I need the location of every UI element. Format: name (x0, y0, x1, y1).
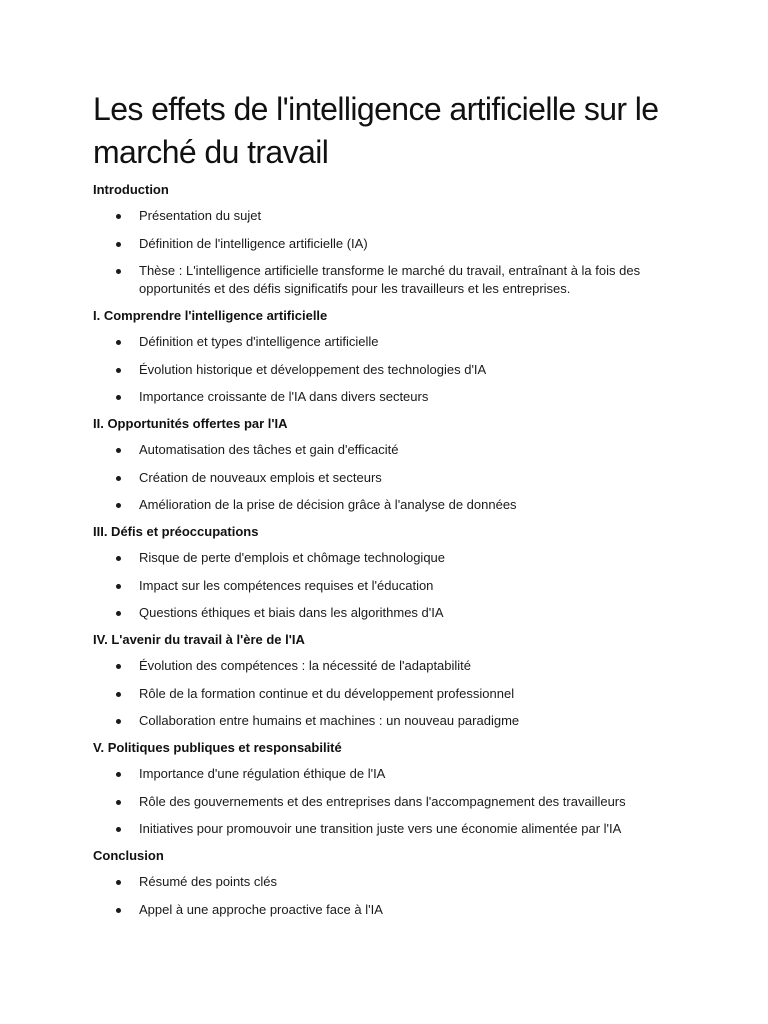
bullet-dot-icon (116, 908, 121, 913)
bullet-list (93, 873, 693, 919)
list-item (93, 577, 693, 595)
list-item (93, 262, 693, 298)
list-item (93, 604, 693, 622)
section-heading: IV. L'avenir du travail à l'ère de l'IA (93, 632, 305, 647)
list-item-text: Importance croissante de l'IA dans divers secteurs (139, 389, 429, 404)
list-item (93, 333, 693, 351)
list-item-text: Initiatives pour promouvoir une transition juste vers une économie alimentée par l'IA (139, 821, 622, 836)
bullet-list (93, 657, 693, 730)
outline (93, 181, 693, 919)
bullet-dot-icon (116, 664, 121, 669)
list-item (93, 685, 693, 703)
list-item-text: Évolution des compétences : la nécessité de l'adaptabilité (139, 658, 472, 673)
bullet-list (93, 207, 693, 298)
list-item (93, 549, 693, 567)
list-item-text: Résumé des points clés (139, 874, 278, 889)
page-title: Les effets de l'intelligence artificielle sur le marché du travail (93, 91, 659, 170)
bullet-dot-icon (116, 395, 121, 400)
bullet-dot-icon (116, 584, 121, 589)
list-item-text: Automatisation des tâches et gain d'efficacité (139, 442, 399, 457)
bullet-dot-icon (116, 800, 121, 805)
list-item (93, 712, 693, 730)
list-item-text: Définition de l'intelligence artificielle (IA) (139, 235, 368, 251)
list-item-text: Présentation du sujet (139, 208, 262, 223)
list-item-text: Amélioration de la prise de décision grâce à l'analyse de données (139, 497, 517, 512)
bullet-dot-icon (116, 880, 121, 885)
list-item (93, 388, 693, 406)
section-heading: II. Opportunités offertes par l'IA (93, 416, 288, 431)
list-item (93, 873, 693, 891)
bullet-dot-icon (116, 476, 121, 481)
bullet-dot-icon (116, 269, 121, 274)
bullet-list (93, 441, 693, 514)
bullet-list (93, 549, 693, 622)
list-item-text: Appel à une approche proactive face à l'IA (139, 901, 383, 917)
list-item-text: Rôle de la formation continue et du développement professionnel (139, 685, 515, 701)
list-item (93, 207, 693, 225)
list-item-text: Importance d'une régulation éthique de l'IA (139, 766, 386, 781)
section-heading: Introduction (93, 182, 169, 197)
bullet-dot-icon (116, 556, 121, 561)
bullet-dot-icon (116, 448, 121, 453)
list-item (93, 657, 693, 675)
document-page (93, 88, 693, 928)
section-heading: I. Comprendre l'intelligence artificielle (93, 308, 328, 323)
list-item (93, 793, 693, 811)
list-item (93, 765, 693, 783)
bullet-dot-icon (116, 368, 121, 373)
bullet-dot-icon (116, 827, 121, 832)
list-item-text: Risque de perte d'emplois et chômage technologique (139, 550, 446, 565)
bullet-dot-icon (116, 214, 121, 219)
list-item (93, 496, 693, 514)
list-item (93, 901, 693, 919)
list-item-text: Évolution historique et développement des technologies d'IA (139, 361, 487, 377)
bullet-dot-icon (116, 611, 121, 616)
list-item (93, 235, 693, 253)
section-heading: V. Politiques publiques et responsabilité (93, 740, 342, 755)
list-item-text: Définition et types d'intelligence artificielle (139, 334, 379, 349)
list-item-text: Impact sur les compétences requises et l'éducation (139, 577, 434, 593)
bullet-dot-icon (116, 242, 121, 247)
list-item (93, 469, 693, 487)
list-item (93, 820, 693, 838)
list-item (93, 441, 693, 459)
bullet-dot-icon (116, 503, 121, 508)
bullet-list (93, 333, 693, 406)
list-item-text: Thèse : L'intelligence artificielle transforme le marché du travail, entraînant à la fois des opportunités et des défis significatifs pour les travailleurs et les entreprises. (139, 263, 641, 296)
bullet-dot-icon (116, 772, 121, 777)
bullet-list (93, 765, 693, 838)
bullet-dot-icon (116, 719, 121, 724)
section-heading: III. Défis et préoccupations (93, 524, 259, 539)
list-item-text: Collaboration entre humains et machines : un nouveau paradigme (139, 713, 520, 728)
list-item-text: Création de nouveaux emplois et secteurs (139, 469, 382, 485)
list-item (93, 361, 693, 379)
bullet-dot-icon (116, 692, 121, 697)
list-item-text: Rôle des gouvernements et des entreprises dans l'accompagnement des travailleurs (139, 793, 626, 809)
section-heading: Conclusion (93, 848, 164, 863)
bullet-dot-icon (116, 340, 121, 345)
list-item-text: Questions éthiques et biais dans les algorithmes d'IA (139, 605, 444, 620)
